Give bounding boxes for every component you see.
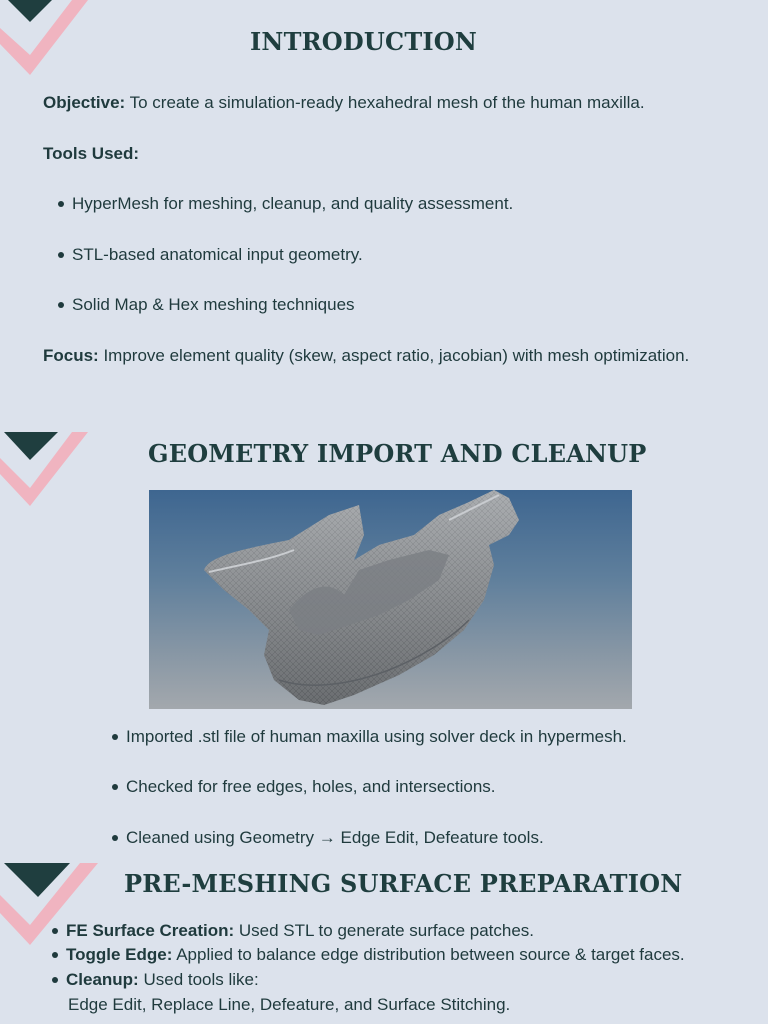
bullet-dot [52, 977, 58, 983]
focus-text: Improve element quality (skew, aspect ratio, jacobian) with mesh optimization. [98, 346, 690, 365]
corner-decoration-1 [0, 0, 90, 80]
objective-line [43, 93, 645, 113]
geometry-import-heading: GEOMETRY IMPORT AND CLEANUP [148, 439, 647, 468]
tools-used-label: Tools Used: [43, 144, 140, 163]
geometry-item: Cleaned using Geometry → Edge Edit, Defeature tools. [112, 828, 544, 848]
pre-meshing-heading: PRE-MESHING SURFACE PREPARATION [124, 869, 683, 898]
focus-line [43, 346, 689, 366]
bullet-dot [58, 201, 64, 207]
maxilla-mesh-graphic [149, 490, 632, 709]
introduction-heading: INTRODUCTION [250, 27, 478, 56]
cleanup-tools-line: Edge Edit, Replace Line, Defeature, and Surface Stitching. [68, 995, 511, 1014]
bullet-dot [112, 734, 118, 740]
corner-decoration-2 [0, 430, 90, 510]
tool-item: Solid Map & Hex meshing techniques [58, 295, 355, 315]
prep-item: Toggle Edge: Applied to balance edge distribution between source & target faces. [52, 945, 685, 965]
bullet-dot [58, 252, 64, 258]
bullet-dot [58, 302, 64, 308]
focus-label: Focus: [43, 346, 99, 365]
bullet-dot [112, 784, 118, 790]
tool-item: STL-based anatomical input geometry. [58, 245, 363, 265]
objective-label: Objective: [43, 93, 126, 112]
bullet-dot [52, 952, 58, 958]
objective-text: To create a simulation-ready hexahedral mesh of the human maxilla. [125, 93, 645, 112]
bullet-dot [52, 928, 58, 934]
geometry-item: Imported .stl file of human maxilla using solver deck in hypermesh. [112, 727, 627, 747]
prep-item: FE Surface Creation: Used STL to generate surface patches. [52, 921, 534, 941]
prep-item: Cleanup: Used tools like: [52, 970, 259, 990]
tool-item: HyperMesh for meshing, cleanup, and quality assessment. [58, 194, 513, 214]
geometry-item: Checked for free edges, holes, and intersections. [112, 777, 496, 797]
bullet-dot [112, 835, 118, 841]
maxilla-mesh-image [149, 490, 632, 709]
